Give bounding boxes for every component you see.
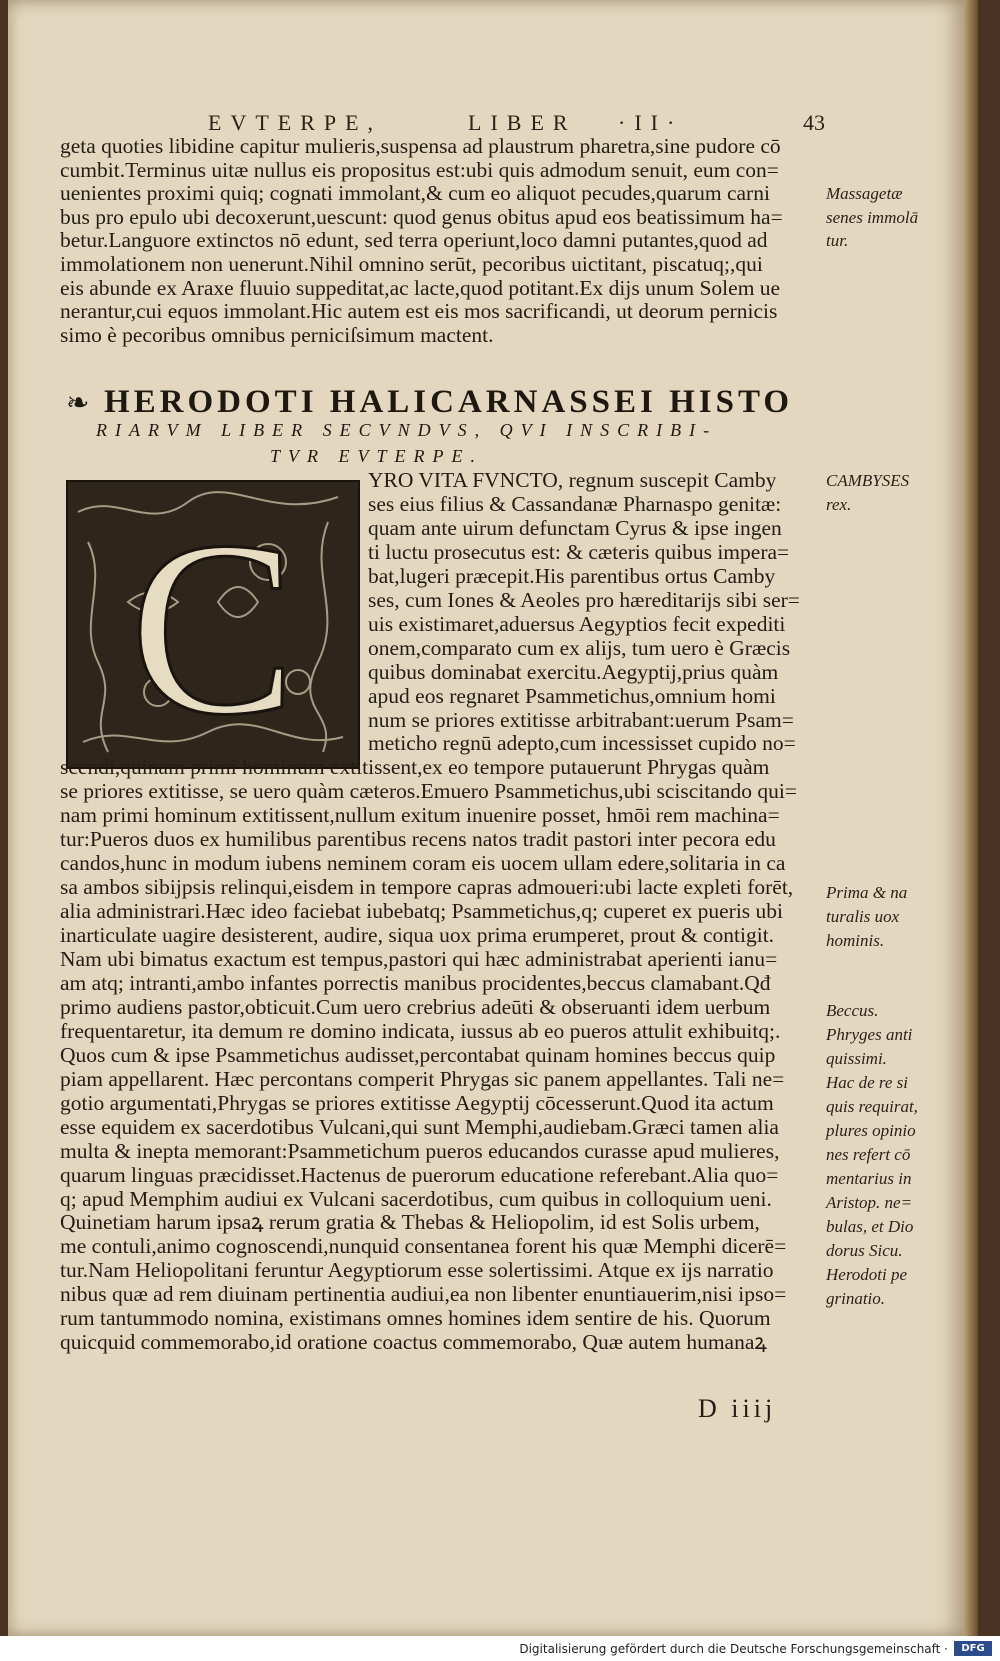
margin-note: Herodoti pe — [826, 1265, 908, 1284]
text-line: multa & inepta memorant:Psammetichum pueros educandos curasse apud mulieres, — [60, 1138, 780, 1163]
chapter-subtitle-line2: TVR EVTERPE. — [270, 446, 483, 466]
text-line: sa ambos sibijpsis relinqui,eisdem in tempore capras admoueri:ubi lacte expleti forēt, — [60, 875, 794, 900]
text-line: betur.Languore extinctos nō edunt, sed terra operiunt,loco damni putantes,quod ad — [60, 228, 768, 253]
text-line: cumbit.Terminus uitæ nullus eis propositus est:ubi quis admodum senuit, eum con= — [60, 157, 779, 182]
text-line: onem,comparato cum ex alijs, tum uero è Græcis — [368, 635, 791, 660]
text-line: uis existimaret,aduersus Aegyptios fecit expediti — [368, 611, 786, 636]
text-line: rum tantummodo nomina, existimans omnes homines idem sentire de his. Quorum — [60, 1306, 771, 1331]
text-line: YRO VITA FVNCTO, regnum suscepit Camby — [368, 468, 777, 492]
signature-mark: D iiij — [698, 1394, 777, 1423]
text-line: quicquid commemorabo,id oratione coactus commemorabo, Quæ autem humanaꝝ — [60, 1330, 767, 1355]
text-line: eis abunde ex Araxe fluuio suppeditat,ac lacte,quod potitant.Ex dijs unum Solem ue — [60, 275, 781, 300]
decorated-initial-art — [68, 482, 358, 767]
text-line: quarum linguas præcidisset.Hactenus de puerorum educatione referebant.Alia quo= — [60, 1162, 779, 1187]
dfg-logo: DFG — [954, 1641, 992, 1656]
text-line: quibus dominabat exercitu.Aegyptij,prius quàm — [368, 659, 779, 684]
text-line: alia administrari.Hæc ideo faciebat iubebatq; Psammetichus,q; cuperet ex pueris ubi — [60, 899, 784, 924]
text-line: simo è pecoribus omnibus perniciſsimum mactent. — [60, 322, 494, 347]
text-line: se priores extitisse, se uero quàm cæteros.Emuero Psammetichus,ubi sciscitando qui= — [60, 779, 798, 804]
text-line: immolationem non uenerunt.Nihil omnino serūt, pecoribus uictitant, piscatuq;,qui — [60, 252, 763, 276]
text-line: num se priores extitisse arbitrabant:uerum Psam= — [368, 707, 794, 732]
text-line: Quinetiam harum ipsaꝝ rerum gratia & Thebas & Heliopolim, id est Solis urbem, — [60, 1210, 760, 1235]
text-line: Nam ubi bimatus exactum est tempus,pastori qui hæc administrabat aperienti ianu= — [60, 947, 778, 971]
running-head-book: EVTERPE, — [208, 110, 383, 135]
text-line: bus pro epulo ubi decoxerunt,uescunt: quod genus obitus apud eos beatissimum ha= — [60, 204, 783, 229]
margin-note: Hac de re si — [826, 1073, 908, 1092]
text-line: nerantur,cui equos immolant.Hic autem est eis mos sacrificandi, ut deorum pernicis — [60, 299, 778, 324]
text-line: metichο regnū adepto,cum incessisset cupido no= — [368, 731, 796, 756]
text-line: geta quoties libidine capitur mulieris,suspensa ad plaustrum pharetra,sine pudore cō — [60, 134, 781, 158]
text-line: q; apud Memphim audiui ex Vulcani sacerdotibus, cum quibus in colloquium ueni. — [60, 1186, 772, 1211]
margin-note: quissimi. — [826, 1049, 887, 1068]
decorated-initial — [66, 480, 360, 769]
margin-note: nes refert cō — [826, 1145, 911, 1164]
text-line: primo audiens pastor,obticuit.Cum uero crebrius adeūti & obseruanti idem uerbum — [60, 994, 771, 1019]
margin-note: dorus Sicu. — [826, 1241, 903, 1260]
text-line: quam ante uirum defunctam Cyrus & ipse ingen — [368, 515, 782, 540]
text-line: esse equidem ex sacerdotibus Vulcani,qui sunt Memphi,audiebam.Græci tamen alia — [60, 1114, 779, 1139]
running-head — [208, 110, 848, 136]
margin-note: bulas, et Dio — [826, 1217, 914, 1236]
text-line: piam appellarent. Hæc percontans comperit Phrygas sic panem appellantes. Tali ne= — [60, 1066, 785, 1091]
initial-letter: C — [129, 490, 297, 767]
margin-note: quis requirat, — [826, 1097, 918, 1116]
margin-note: senes immolā — [826, 207, 919, 227]
text-line: ses eius filius & Cassandanæ Pharnaspo genitæ: — [368, 491, 782, 516]
margin-note: rex. — [826, 495, 852, 514]
margin-note: Aristop. ne= — [826, 1193, 913, 1212]
text-line: me contuli,animo cognoscendi,nunquid consentanea forent his quæ Memphi dicerē= — [60, 1234, 787, 1259]
margin-note: hominis. — [826, 931, 885, 950]
margin-note: plures opinio — [826, 1121, 916, 1140]
text-line: uenientes proximi quiq; cognati immolant,& cum eo aliquot pecudes,quarum carni — [60, 181, 770, 206]
margin-note: turalis uox — [826, 907, 900, 926]
page-edge — [964, 0, 978, 1636]
book-page — [8, 0, 968, 1636]
text-line: inarticulate uagire desisterent, audire, siqua uox prima erumperet, prout & contigit. — [60, 923, 775, 948]
margin-note: grinatio. — [826, 1289, 886, 1308]
footer-text: Digitalisierung gefördert durch die Deutsche Forschungsgemeinschaft · — [519, 1642, 948, 1656]
running-head-number: ·II· — [618, 110, 684, 135]
margin-note: CAMBYSES — [826, 471, 910, 490]
margin-note: mentarius in — [826, 1169, 912, 1188]
text-line: frequentaretur, ita demum re domino indicata, iussus ab eo pueros attulit exhibuitq;. — [60, 1018, 781, 1043]
text-line: Quos cum & ipse Psammetichus audisset,percontabat quinam homines beccus quip — [60, 1042, 776, 1067]
folio-number: 43 — [803, 110, 825, 135]
text-line: tur:Pueros duos ex humilibus parentibus recens natos tradit pastori inter pecora edu — [60, 827, 776, 852]
text-line: ses, cum Iones & Aeoles pro hæreditarijs sibi ser= — [368, 587, 800, 612]
text-line: candos,hunc in modum iubens neminem coram eis uocem ullam edere,solitaria in ca — [60, 851, 786, 876]
margin-note: Prima & na — [826, 883, 908, 902]
chapter-subtitle-line1: RIARVM LIBER SECVNDVS, QVI INSCRIBI- — [96, 420, 718, 440]
text-line: gotio argumentati,Phrygas se priores extitisse Aegyptij cōcesserunt.Quod ita actum — [60, 1090, 774, 1115]
text-line: scendi,quinam primi hominum extitissent,ex eo tempore putauerunt Phrygas quàm — [60, 755, 770, 780]
footer-bar — [0, 1638, 1000, 1661]
margin-note: Phryges anti — [826, 1025, 913, 1044]
margin-note: Massagetæ — [826, 184, 903, 203]
text-line: nibus quæ ad rem diuinam pertinentia audiui,ea non libenter enuntiauerim,nisi ipso= — [60, 1282, 787, 1307]
text-line: apud eos regnaret Psammetichus,omnium homi — [368, 683, 776, 708]
text-line: am atq; intranti,ambo infantes porrectis manibus procidentes,beccus clamabant.Qđ — [60, 970, 771, 995]
text-line: ti luctu prosecutus est: & cæteris quibus impera= — [368, 539, 790, 564]
margin-note: tur. — [826, 231, 849, 251]
fleuron-icon: ❧ — [66, 388, 90, 419]
running-head-liber: LIBER — [468, 110, 577, 135]
text-line: nam primi hominum extitissent,nullum exitum inuenire posset, hmōi rem machina= — [60, 803, 780, 828]
margin-note: Beccus. — [826, 1001, 879, 1020]
text-line: bat,lugeri præcepit.His parentibus ortus Camby — [368, 563, 776, 588]
chapter-title: HERODOTI HALICARNASSEI HISTO — [104, 384, 794, 420]
text-line: tur.Nam Heliopolitani feruntur Aegyptiorum esse solertissimi. Atque ex ijs narratio — [60, 1258, 774, 1283]
